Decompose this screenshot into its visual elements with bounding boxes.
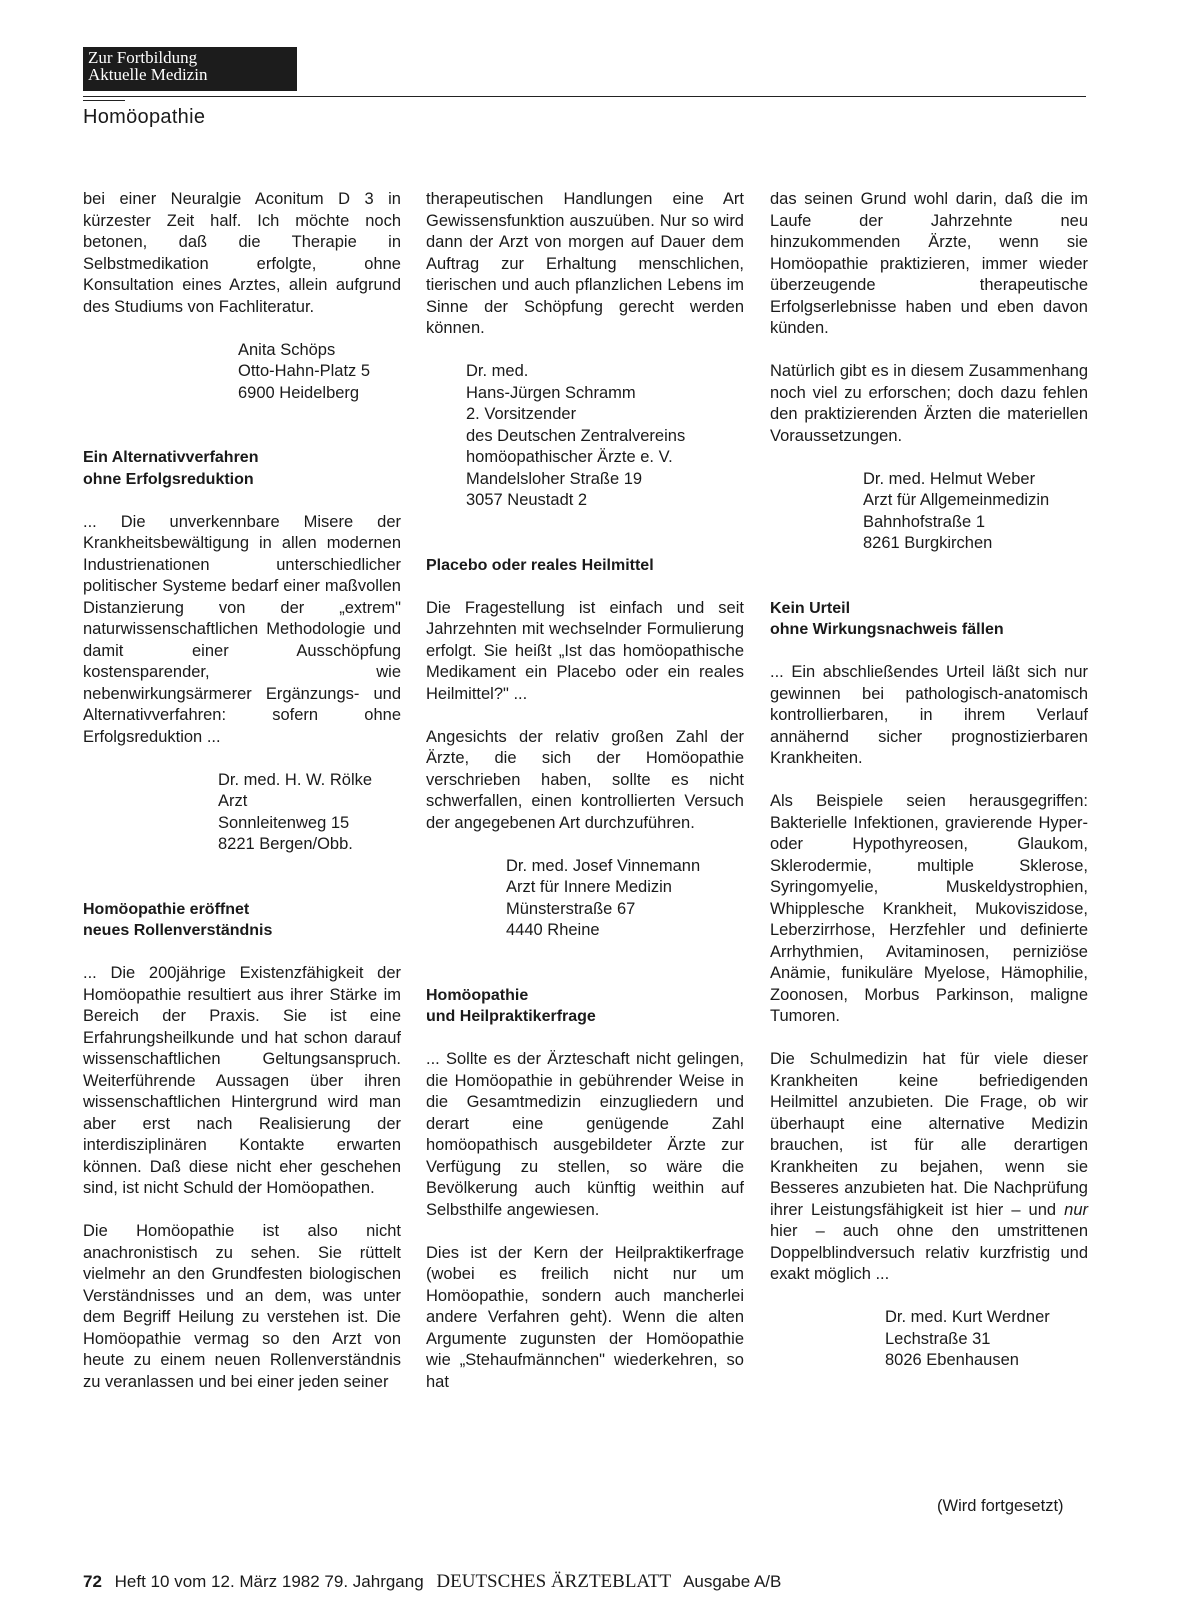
- signature-line: Dr. med. Kurt Werdner: [885, 1308, 1050, 1326]
- paragraph: ... Die 200jährige Existenzfähigkeit der Homöopathie resultiert aus ihrer Stärke im Bereich der Praxis. Sie ist eine Erfahrungsheilkunde und hat schon darauf wissenschaftlichen Geltungsanspruch. Weiterführende Aussagen über ihren wissenschaftlichen Hintergrund wird man aber erst nach Realisierung der interdisziplinären Kontakte erwarten können. Daß diese nicht eher geschehen sind, ist nicht Schuld der Homöopathen.: [83, 964, 401, 1197]
- page-title: Homöopathie: [83, 106, 206, 128]
- paragraph: Die Homöopathie ist also nicht anachronistisch zu sehen. Sie rüttelt vielmehr an den Grundfesten biologischen Verständnisses und an dem, was unter dem Begriff Heilung zu verstehen ist. Die Homöopathie vermag so den Arzt von heute zu einem neuen Rollenverständnis zu veranlassen und bei einer jeden seiner: [83, 1222, 401, 1391]
- heading-line: ohne Wirkungsnachweis fällen: [770, 621, 1004, 638]
- paragraph: bei einer Neuralgie Aconitum D 3 in kürzester Zeit half. Ich möchte noch betonen, daß die Therapie in Selbstmedikation erfolgte, ohne Konsultation eines Arztes, allein aufgrund des Studiums von Fachliteratur.: [83, 190, 401, 316]
- header-rule-accent: [83, 100, 125, 101]
- heading-line: Homöopathie: [426, 986, 529, 1004]
- section-heading: Placebo oder reales Heilmittel: [426, 556, 654, 574]
- signature-line: homöopathischer Ärzte e. V.: [466, 448, 673, 466]
- signature-line: Sonnleitenweg 15: [218, 813, 350, 832]
- signature-line: 8261 Burgkirchen: [863, 534, 993, 552]
- paragraph: Angesichts der relativ großen Zahl der Ärzte, die sich der Homöopathie verschrieben haben, sollte es nicht schwerfallen, einen kontrollierten Versuch der angegebenen Art durchzuführen.: [426, 727, 744, 832]
- signature-weber: [863, 469, 1088, 555]
- text-run: Die Schulmedizin hat für viele dieser Krankheiten keine befriedigenden Heilmittel anzubieten. Die Frage, ob wir überhaupt eine alternative Medizin brauchen, ist für alle derartigen Krankheiten zu bejahen, wenn sie Besseres anzubieten hat. Die Nachprüfung ihrer Leistungsfähigkeit ist hier – und: [770, 1050, 1088, 1219]
- signature-line: Lechstraße 31: [885, 1329, 991, 1348]
- signature-line: 8221 Bergen/Obb.: [218, 835, 353, 853]
- signature-line: 6900 Heidelberg: [238, 383, 360, 402]
- signature-schoeps: [238, 340, 401, 405]
- signature-schramm: [466, 361, 744, 512]
- signature-line: 8026 Ebenhausen: [885, 1351, 1019, 1369]
- signature-line: Dr. med. Josef Vinnemann: [506, 856, 701, 875]
- signature-line: Arzt für Innere Medizin: [506, 878, 672, 896]
- paragraph: Die Fragestellung ist einfach und seit Jahrzehnten mit wechselnder Formulierung erfolgt. Sie heißt „Ist das homöopathische Medikament ein Placebo oder ein reales Heilmittel?" ...: [426, 598, 744, 703]
- heading-line: Kein Urteil: [770, 599, 851, 617]
- paragraph: [770, 1049, 1088, 1286]
- heading-line: ohne Erfolgsreduktion: [83, 470, 254, 488]
- signature-line: 3057 Neustadt 2: [466, 491, 588, 509]
- signature-line: Mandelsloher Straße 19: [466, 469, 643, 488]
- signature-werdner: [885, 1307, 1088, 1372]
- section-label-line2: Aktuelle Medizin: [88, 65, 208, 84]
- signature-line: Otto-Hahn-Platz 5: [238, 362, 371, 380]
- column-1: [83, 189, 401, 1415]
- signature-line: 2. Vorsitzender: [466, 405, 577, 423]
- paragraph: Natürlich gibt es in diesem Zusammenhang noch viel zu erforschen; doch dazu fehlen den praktizierenden Ärzten die materiellen Voraussetzungen.: [770, 362, 1088, 445]
- heading-line: Ein Alternativverfahren: [83, 449, 259, 466]
- paragraph: ... Die unverkennbare Misere der Krankheitsbewältigung in allen modernen Industrienationen unterschiedlicher politischer Systeme bedarf einer maßvollen Distanzierung von der „extrem" naturwissenschaftlichen Methodologie und damit einer Ausschöpfung kostensparender, wie nebenwirkungsärmerer Ergänzungs- und Alternativverfahren: sofern ohne Erfolgsreduktion ...: [83, 512, 401, 746]
- paragraph: ... Sollte es der Ärzteschaft nicht gelingen, die Homöopathie in gebührender Weise in die Gesamtmedizin einzugliedern und derart eine genügende Zahl homöopathisch ausgebildeter Ärzte zur Verfügung zu stellen, so wäre die Bevölkerung auch künftig weithin auf Selbsthilfe angewiesen.: [426, 1050, 744, 1219]
- paragraph: ... Ein abschließendes Urteil läßt sich nur gewinnen bei pathologisch-anatomisch kontrollierbaren, in ihrem Verlauf annähernd sicher prognostizierbaren Krankheiten.: [770, 663, 1088, 767]
- issue-info: Heft 10 vom 12. März 1982 79. Jahrgang: [114, 1572, 424, 1591]
- paragraph: Dies ist der Kern der Heilpraktikerfrage (wobei es freilich nicht nur um Homöopathie, sondern auch mancherlei andere Verfahren geht). Wenn die alten Argumente zugunsten der Homöopathie wie „Stehaufmännchen" wiederkehren, so hat: [426, 1243, 744, 1391]
- signature-line: Bahnhofstraße 1: [863, 512, 985, 531]
- signature-line: Münsterstraße 67: [506, 899, 636, 918]
- heading-line: und Heilpraktikerfrage: [426, 1008, 596, 1025]
- signature-line: Dr. med. H. W. Rölke: [218, 770, 373, 789]
- journal-name: DEUTSCHES ÄRZTEBLATT: [436, 1571, 672, 1592]
- edition: Ausgabe A/B: [683, 1572, 782, 1591]
- signature-line: Dr. med.: [466, 362, 529, 380]
- section-label-line1: Zur Fortbildung: [88, 48, 198, 67]
- page-number: 72: [83, 1572, 102, 1591]
- section-label: [83, 47, 297, 91]
- section-heading: [770, 598, 1088, 641]
- section-heading: [426, 985, 744, 1028]
- text-run: hier – auch ohne den umstrittenen Doppelblindversuch relativ kurzfristig und exakt möglich ...: [770, 1222, 1088, 1283]
- column-2: [426, 189, 744, 1415]
- signature-vinnemann: [506, 856, 744, 942]
- heading-line: Homöopathie eröffnet: [83, 900, 250, 918]
- section-heading: [83, 899, 401, 942]
- section-heading: [83, 447, 401, 490]
- signature-line: des Deutschen Zentralvereins: [466, 426, 686, 445]
- column-3: [770, 189, 1088, 1415]
- emphasis: nur: [1064, 1200, 1088, 1219]
- signature-line: Arzt für Allgemeinmedizin: [863, 491, 1050, 509]
- paragraph: das seinen Grund wohl darin, daß die im Laufe der Jahrzehnte neu hinzukommenden Ärzte, wenn sie Homöopathie praktizieren, immer wieder überzeugende therapeutische Erfolgserlebnisse haben und eben davon künden.: [770, 190, 1088, 337]
- continued-note: (Wird fortgesetzt): [937, 1497, 1064, 1515]
- signature-line: Dr. med. Helmut Weber: [863, 469, 1036, 488]
- heading-line: neues Rollenverständnis: [83, 922, 273, 939]
- page-footer: [83, 1571, 781, 1593]
- signature-line: Hans-Jürgen Schramm: [466, 383, 636, 402]
- signature-line: Arzt: [218, 792, 248, 810]
- signature-roelke: [218, 770, 401, 856]
- header-rule: [83, 96, 1086, 97]
- signature-line: 4440 Rheine: [506, 921, 600, 939]
- paragraph: therapeutischen Handlungen eine Art Gewissensfunktion auszuüben. Nur so wird dann der Arzt von morgen auf Dauer dem Auftrag zur Erhaltung menschlichen, tierischen und auch pflanzlichen Lebens im Sinne der Schöpfung gerecht werden können.: [426, 190, 744, 337]
- signature-line: Anita Schöps: [238, 340, 336, 359]
- paragraph: Als Beispiele seien herausgegriffen: Bakterielle Infektionen, gravierende Hyper- oder Hypothyreosen, Glaukom, Sklerodermie, multiple Sklerose, Syringomyelie, Muskeldystrophien, Whipplesche Krankheit, Mukoviszidose, Leberzirrhose, Herzfehler und definierte Arrhythmien, Avitaminosen, perniziöse Anämie, funikuläre Myelose, Hämophilie, Zoonosen, Morbus Parkinson, maligne Tumoren.: [770, 792, 1088, 1025]
